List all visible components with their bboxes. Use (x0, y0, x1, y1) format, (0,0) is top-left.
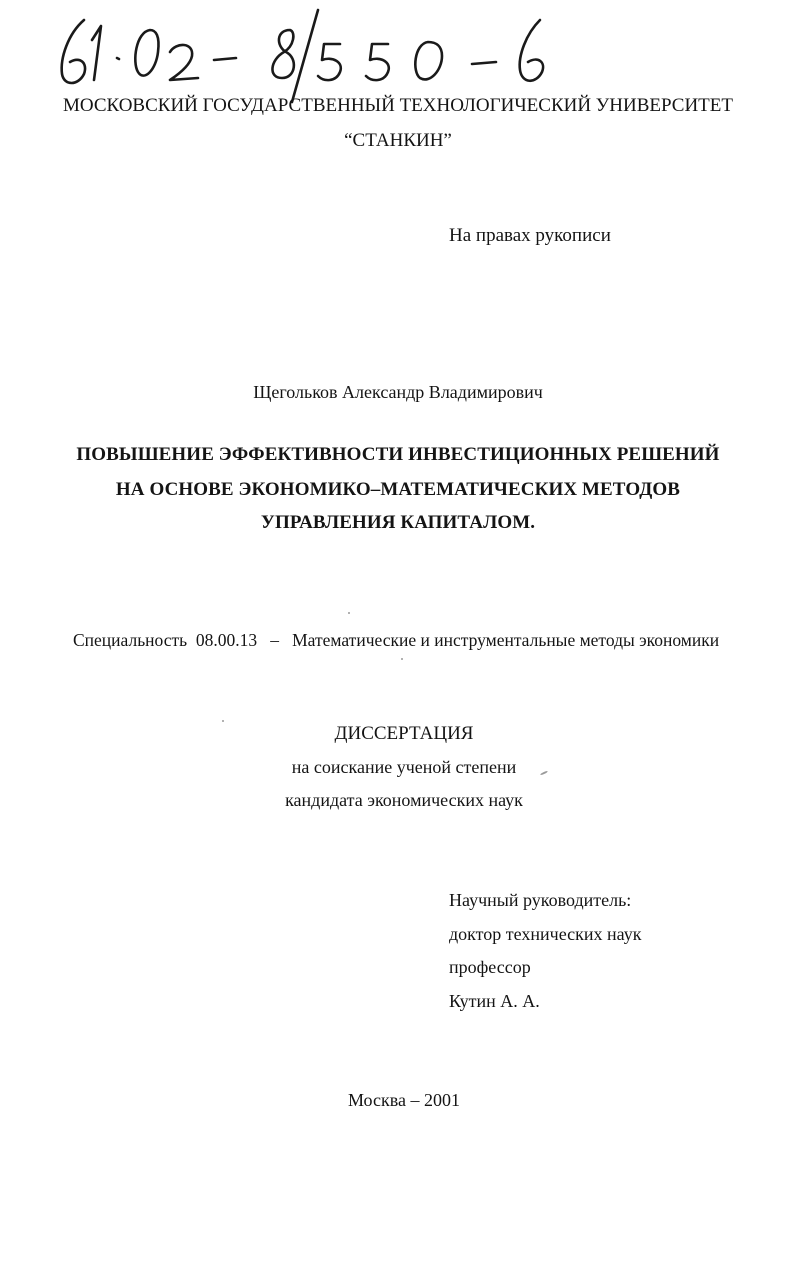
scan-speck (222, 720, 224, 722)
scan-speck (348, 612, 350, 614)
scan-speck (401, 658, 403, 660)
dissertation-type: ДИССЕРТАЦИЯ (334, 723, 474, 744)
supervisor-name: Кутин А. А. (449, 991, 540, 1011)
supervisor-label: Научный руководитель: (449, 890, 632, 910)
specialty-name: Математические и инструментальные методы экономики (292, 630, 720, 650)
university-short-name: “СТАНКИН” (344, 130, 452, 151)
city-year: Москва – 2001 (348, 1090, 460, 1110)
handwritten-archive-code (0, 0, 796, 110)
thesis-title-line-3: УПРАВЛЕНИЯ КАПИТАЛОМ. (260, 512, 536, 533)
author-name: Щегольков Александр Владимирович (253, 382, 543, 402)
thesis-title-line-2: НА ОСНОВЕ ЭКОНОМИКО–МАТЕМАТИЧЕСКИХ МЕТОДОВ (115, 479, 681, 500)
supervisor-rank: профессор (449, 957, 531, 977)
supervisor-degree: доктор технических наук (449, 924, 642, 944)
specialty-label: Специальность (73, 630, 188, 650)
thesis-title-line-1: ПОВЫШЕНИЕ ЭФФЕКТИВНОСТИ ИНВЕСТИЦИОННЫХ РЕШЕНИЙ (76, 444, 720, 465)
specialty-code: 08.00.13 (195, 630, 258, 650)
specialty-dash: – (270, 630, 279, 650)
dissertation-field-line: кандидата экономических наук (285, 790, 523, 810)
university-name: МОСКОВСКИЙ ГОСУДАРСТВЕННЫЙ ТЕХНОЛОГИЧЕСКИЙ УНИВЕРСИТЕТ (62, 95, 733, 116)
manuscript-note: На правах рукописи (449, 225, 611, 246)
specialty-line (73, 630, 719, 651)
dissertation-degree-line: на соискание ученой степени (291, 757, 517, 777)
